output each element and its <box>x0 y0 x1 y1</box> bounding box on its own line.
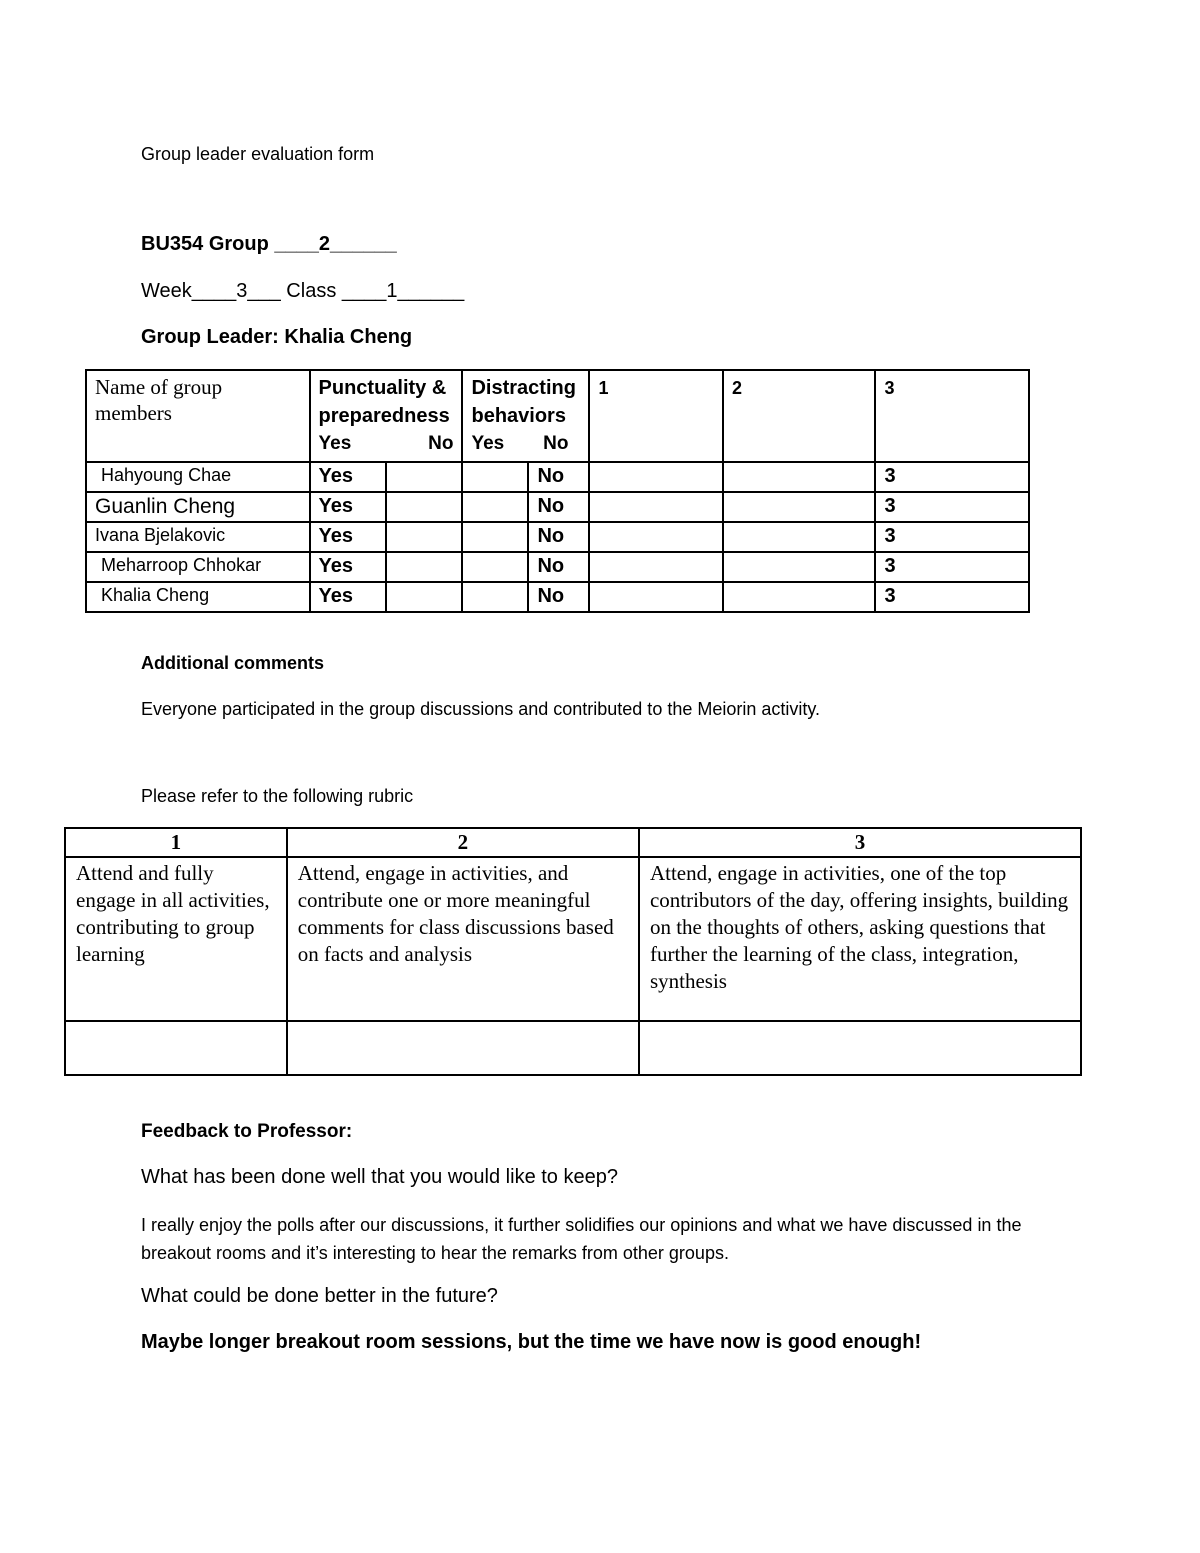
distracting-yes-cell <box>462 582 528 612</box>
rubric-empty-cell <box>287 1021 639 1075</box>
additional-comments-heading: Additional comments <box>141 653 325 673</box>
header-score-3: 3 <box>875 370 1029 462</box>
evaluation-table <box>85 369 1030 613</box>
rubric-description-3: Attend, engage in activities, one of the top contributors of the day, offering insights, building on the thoughts of others, asking questions that further the learning of the class, integration, synthesis <box>639 857 1081 1021</box>
feedback-question-1: What has been done well that you would like to keep? <box>141 1166 618 1188</box>
rubric-empty-cell <box>65 1021 287 1075</box>
punctuality-no-cell <box>386 552 463 582</box>
distracting-no-cell: No <box>528 462 589 492</box>
member-name: Meharroop Chhokar <box>86 552 310 582</box>
additional-comments-text: Everyone participated in the group discussions and contributed to the Meiorin activity. <box>141 699 821 719</box>
score-1-cell <box>589 492 723 522</box>
punctuality-yes-cell: Yes <box>310 552 386 582</box>
member-name: Guanlin Cheng <box>86 492 310 522</box>
punctuality-yes-label: Yes <box>318 433 352 454</box>
feedback-heading: Feedback to Professor: <box>141 1121 353 1142</box>
header-score-2: 2 <box>723 370 875 462</box>
punctuality-no-cell <box>386 462 463 492</box>
distracting-no-cell: No <box>528 492 589 522</box>
score-3-cell: 3 <box>875 552 1029 582</box>
feedback-answer-2: Maybe longer breakout room sessions, but the time we have now is good enough! <box>141 1331 922 1353</box>
score-1-cell <box>589 582 723 612</box>
distracting-no-cell: No <box>528 522 589 552</box>
punctuality-yes-cell: Yes <box>310 462 386 492</box>
table-row <box>86 492 1029 522</box>
table-row <box>86 552 1029 582</box>
distracting-yes-cell <box>462 552 528 582</box>
rubric-header-2: 2 <box>287 828 639 857</box>
feedback-answer-1: I really enjoy the polls after our discussions, it further solidifies our opinions and what we have discussed in the breakout rooms and it’s interesting to hear the remarks from other groups. <box>141 1215 1022 1263</box>
rubric-header-1: 1 <box>65 828 287 857</box>
score-1-cell <box>589 552 723 582</box>
punctuality-no-label: No <box>428 433 454 454</box>
score-3-cell: 3 <box>875 522 1029 552</box>
member-name: Ivana Bjelakovic <box>86 522 310 552</box>
punctuality-yes-cell: Yes <box>310 582 386 612</box>
score-2-cell <box>723 492 875 522</box>
rubric-empty-row <box>65 1021 1081 1075</box>
evaluation-header-row <box>86 370 1029 462</box>
punctuality-label: Punctuality & preparedness <box>318 377 450 427</box>
rubric-description-2: Attend, engage in activities, and contribute one or more meaningful comments for class discussions based on facts and analysis <box>287 857 639 1021</box>
member-name: Khalia Cheng <box>86 582 310 612</box>
score-1-cell <box>589 522 723 552</box>
rubric-header-row <box>65 828 1081 857</box>
punctuality-yes-cell: Yes <box>310 492 386 522</box>
rubric-table <box>64 827 1082 1076</box>
punctuality-no-cell <box>386 492 463 522</box>
group-leader-line: Group Leader: Khalia Cheng <box>141 326 413 348</box>
distracting-no-cell: No <box>528 582 589 612</box>
punctuality-no-cell <box>386 522 463 552</box>
feedback-question-2: What could be done better in the future? <box>141 1285 498 1307</box>
table-row <box>86 462 1029 492</box>
score-2-cell <box>723 582 875 612</box>
score-3-cell: 3 <box>875 492 1029 522</box>
header-name-of-members: Name of group members <box>86 370 310 462</box>
distracting-label: Distracting behaviors <box>471 377 576 427</box>
rubric-empty-cell <box>639 1021 1081 1075</box>
distracting-no-label: No <box>543 433 569 454</box>
score-3-cell: 3 <box>875 582 1029 612</box>
week-class-line: Week____3___ Class ____1______ <box>141 280 465 302</box>
distracting-no-cell: No <box>528 552 589 582</box>
member-name: Hahyoung Chae <box>86 462 310 492</box>
score-2-cell <box>723 522 875 552</box>
table-row <box>86 522 1029 552</box>
rubric-description-row <box>65 857 1081 1021</box>
rubric-intro: Please refer to the following rubric <box>141 786 414 806</box>
punctuality-yes-cell: Yes <box>310 522 386 552</box>
form-title: Group leader evaluation form <box>141 144 375 164</box>
header-score-1: 1 <box>589 370 723 462</box>
score-2-cell <box>723 552 875 582</box>
score-2-cell <box>723 462 875 492</box>
punctuality-no-cell <box>386 582 463 612</box>
distracting-yes-label: Yes <box>471 433 505 454</box>
header-distracting <box>462 370 589 462</box>
distracting-yes-cell <box>462 522 528 552</box>
rubric-description-1: Attend and fully engage in all activities, contributing to group learning <box>65 857 287 1021</box>
distracting-yes-cell <box>462 492 528 522</box>
course-group-line: BU354 Group ____2______ <box>141 233 397 255</box>
header-punctuality <box>310 370 463 462</box>
distracting-yes-cell <box>462 462 528 492</box>
score-1-cell <box>589 462 723 492</box>
table-row <box>86 582 1029 612</box>
rubric-header-3: 3 <box>639 828 1081 857</box>
score-3-cell: 3 <box>875 462 1029 492</box>
